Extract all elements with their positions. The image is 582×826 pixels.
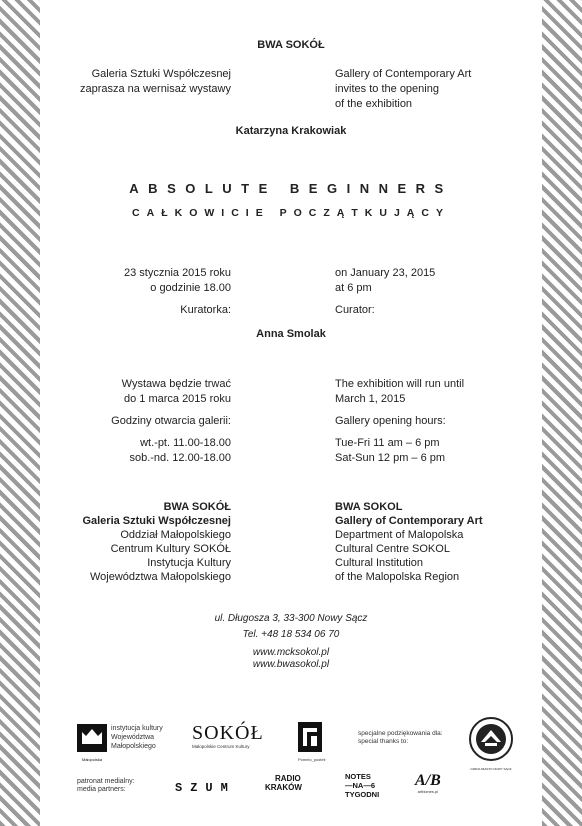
hours-pl-line: sob.-nd. 12.00-18.00 (129, 452, 231, 464)
date-en-line: at 6 pm (335, 282, 372, 294)
duration-pl-line: Wystawa będzie trwać (121, 378, 231, 390)
duration-en-line: The exhibition will run until (335, 378, 465, 390)
hours-label-en: Gallery opening hours: (335, 415, 446, 427)
curator-name: Anna Smolak (256, 328, 326, 340)
invite-pl-line: Galeria Sztuki Współczesnej (91, 68, 231, 80)
duration-en (335, 377, 464, 407)
curator-label-en: Curator: (335, 304, 375, 316)
hours-en (335, 436, 445, 466)
notes-line: NOTES (345, 772, 371, 781)
institution-pl-line: Centrum Kultury SOKÓŁ (110, 543, 231, 555)
institution-en-line: Gallery of Contemporary Art (335, 515, 483, 527)
media-partners-text (77, 778, 135, 794)
institution-en-line: Department of Malopolska (335, 529, 464, 541)
malopolska-logo (77, 724, 107, 762)
instytucja-kultury-text (111, 724, 163, 751)
thanks-line: specjalne podziękowania dla: (358, 730, 443, 737)
date-pl (124, 266, 231, 296)
pomelo-mark-icon (298, 722, 322, 752)
curator-label-pl: Kuratorka: (180, 304, 231, 316)
invite-en-line: of the exhibition (335, 98, 413, 110)
website-mcksokol[interactable]: www.mcksokol.pl (252, 647, 330, 658)
exhibition-title-pl: CAŁKOWICIE POCZĄTKUJĄCY (132, 207, 450, 219)
city-seal-icon (468, 716, 514, 762)
malopolska-crest-icon (77, 724, 107, 752)
invite-en-line: invites to the opening (335, 83, 439, 95)
phone: Tel. +48 18 534 06 70 (242, 629, 340, 640)
patronat-line: patronat medialny: (77, 778, 135, 785)
duration-pl (122, 377, 231, 407)
stripe-border-left (0, 0, 40, 826)
radio-line: KRAKÓW (265, 783, 302, 792)
sokol-logo (192, 722, 264, 750)
special-thanks-text (358, 730, 443, 746)
institution-pl-line: Województwa Małopolskiego (89, 571, 231, 583)
invitation-page (40, 0, 542, 826)
ab-wordmark: A/B (415, 772, 441, 789)
duration-en-line: March 1, 2015 (335, 393, 406, 405)
institution-en-line: BWA SOKOL (335, 501, 403, 513)
date-pl-line: 23 stycznia 2015 roku (123, 267, 231, 279)
institution-pl (82, 500, 231, 584)
nowy-sacz-seal (468, 716, 518, 771)
stripe-border-right (542, 0, 582, 826)
invite-en-line: Gallery of Contemporary Art (335, 68, 472, 80)
szum-logo: SZUM (175, 781, 236, 795)
pomelo-caption: Pomelo_pusteli (298, 757, 326, 762)
sokol-wordmark: SOKÓŁ (192, 722, 264, 744)
duration-pl-line: do 1 marca 2015 roku (123, 393, 231, 405)
address: ul. Długosza 3, 33-300 Nowy Sącz (214, 613, 368, 624)
radio-line: RADIO (275, 774, 301, 783)
invite-en (335, 67, 471, 112)
seal-caption: GMINA MIASTO NOWY SĄCZ (470, 767, 512, 771)
notes-na-6-tygodni-logo (345, 772, 379, 799)
artist-name: Katarzyna Krakowiak (235, 125, 347, 137)
institution-en-line: Cultural Institution (335, 557, 424, 569)
radio-krakow-logo (265, 774, 302, 792)
instytucja-line: Województwa (111, 734, 155, 741)
malopolska-word: Małopolska (81, 757, 103, 762)
patronat-line: media partners: (77, 786, 126, 793)
exhibition-title-en: ABSOLUTE BEGINNERS (129, 181, 453, 196)
notes-line: TYGODNI (345, 790, 380, 799)
institution-pl-line: BWA SOKÓŁ (163, 501, 231, 513)
invite-pl (80, 67, 231, 97)
institution-en-line: Cultural Centre SOKOL (335, 543, 450, 555)
invite-pl-line: zaprasza na wernisaż wystawy (79, 83, 231, 95)
institution-en-line: of the Malopolska Region (335, 571, 460, 583)
website-bwasokol[interactable]: www.bwasokol.pl (252, 659, 330, 670)
pomelo-logo (298, 722, 324, 762)
hours-pl (129, 436, 231, 466)
instytucja-line: instytucja kultury (111, 725, 163, 732)
institution-pl-line: Instytucja Kultury (147, 557, 231, 569)
hours-en-line: Tue-Fri 11 am – 6 pm (335, 437, 440, 449)
date-pl-line: o godzinie 18.00 (150, 282, 231, 294)
header-org: BWA SOKÓŁ (257, 39, 325, 51)
notes-line: —NA—6 (345, 781, 376, 790)
institution-pl-line: Galeria Sztuki Współczesnej (82, 515, 231, 527)
instytucja-line: Małopolskiego (111, 743, 156, 750)
artbiznes-logo (415, 772, 441, 794)
ab-caption: artbiznes.pl (417, 789, 439, 794)
institution-pl-line: Oddział Małopolskiego (120, 529, 231, 541)
hours-en-line: Sat-Sun 12 pm – 6 pm (335, 452, 446, 464)
thanks-line: special thanks to: (358, 738, 409, 745)
hours-label-pl: Godziny otwarcia galerii: (111, 415, 231, 427)
institution-en (335, 500, 483, 584)
date-en-line: on January 23, 2015 (335, 267, 436, 279)
date-en (335, 266, 435, 296)
hours-pl-line: wt.-pt. 11.00-18.00 (140, 437, 231, 449)
sokol-subtitle: Małopolskie Centrum Kultury (192, 744, 250, 749)
